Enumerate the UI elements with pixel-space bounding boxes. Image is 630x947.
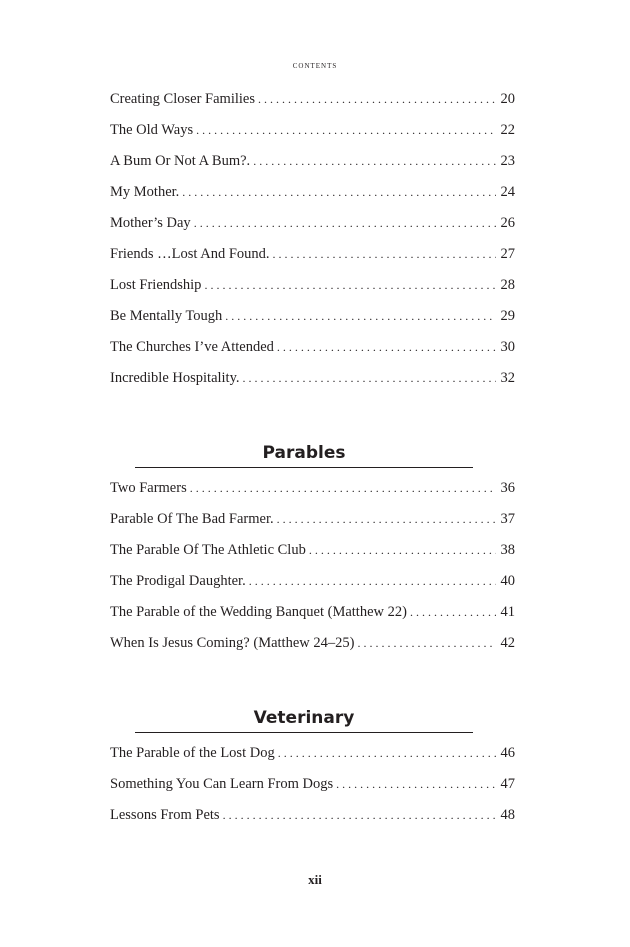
entry-title: A Bum Or Not A Bum?. <box>110 153 251 169</box>
section-heading-parables: Parables <box>135 443 473 468</box>
entry-page: 28 <box>500 277 515 293</box>
entry-title: The Parable of the Wedding Banquet (Matthew 22) <box>110 604 407 620</box>
dot-leader <box>336 777 496 792</box>
toc-entry[interactable] <box>110 339 515 370</box>
toc-entry[interactable] <box>110 370 515 401</box>
running-head: contents <box>292 60 338 71</box>
entry-title: Be Mentally Tough <box>110 308 223 324</box>
dot-leader <box>258 92 496 107</box>
entry-title: My Mother. <box>110 184 180 200</box>
entry-page: 22 <box>500 122 515 138</box>
entry-page: 41 <box>500 604 515 620</box>
toc-entry[interactable] <box>110 635 515 666</box>
entry-page: 24 <box>500 184 515 200</box>
toc-entry[interactable] <box>110 91 515 122</box>
toc-entry[interactable] <box>110 604 515 635</box>
toc-section-veterinary <box>110 745 515 838</box>
entry-page: 47 <box>500 776 515 792</box>
toc-section-parables <box>110 480 515 666</box>
entry-title: The Parable Of The Athletic Club <box>110 542 306 558</box>
entry-page: 36 <box>500 480 515 496</box>
entry-title: The Prodigal Daughter. <box>110 573 246 589</box>
dot-leader <box>277 512 496 527</box>
page-number: xii <box>308 872 322 887</box>
section-heading-veterinary: Veterinary <box>135 708 473 733</box>
dot-leader <box>194 216 496 231</box>
entry-page: 48 <box>500 807 515 823</box>
dot-leader <box>249 574 496 589</box>
entry-page: 26 <box>500 215 515 231</box>
entry-page: 42 <box>500 635 515 651</box>
toc-entry[interactable] <box>110 511 515 542</box>
entry-page: 27 <box>500 246 515 262</box>
entry-page: 38 <box>500 542 515 558</box>
toc-entry[interactable] <box>110 122 515 153</box>
entry-title: Lessons From Pets <box>110 807 220 823</box>
toc-entry[interactable] <box>110 807 515 838</box>
entry-title: Two Farmers <box>110 480 187 496</box>
toc-entry[interactable] <box>110 776 515 807</box>
entry-page: 30 <box>500 339 515 355</box>
toc-section-general <box>110 91 515 401</box>
entry-page: 32 <box>500 370 515 386</box>
entry-page: 29 <box>500 308 515 324</box>
dot-leader <box>190 481 496 496</box>
dot-leader <box>278 746 496 761</box>
entry-title: When Is Jesus Coming? (Matthew 24–25) <box>110 635 355 651</box>
dot-leader <box>309 543 496 558</box>
entry-page: 46 <box>500 745 515 761</box>
dot-leader <box>196 123 496 138</box>
entry-title: Something You Can Learn From Dogs <box>110 776 334 792</box>
dot-leader <box>204 278 496 293</box>
toc-entry[interactable] <box>110 542 515 573</box>
entry-title: Mother’s Day <box>110 215 191 231</box>
toc-entry[interactable] <box>110 184 515 215</box>
entry-title: Incredible Hospitality. <box>110 370 240 386</box>
toc-entry[interactable] <box>110 573 515 604</box>
dot-leader <box>357 636 496 651</box>
entry-page: 23 <box>500 153 515 169</box>
dot-leader <box>273 247 496 262</box>
entry-page: 40 <box>500 573 515 589</box>
entry-page: 37 <box>500 511 515 527</box>
dot-leader <box>277 340 496 355</box>
toc-entry[interactable] <box>110 308 515 339</box>
dot-leader <box>223 808 496 823</box>
entry-title: The Old Ways <box>110 122 194 138</box>
entry-title: The Churches I’ve Attended <box>110 339 274 355</box>
entry-title: Creating Closer Families <box>110 91 255 107</box>
dot-leader <box>243 371 496 386</box>
entry-page: 20 <box>500 91 515 107</box>
dot-leader <box>225 309 496 324</box>
entry-title: Parable Of The Bad Farmer. <box>110 511 274 527</box>
toc-entry[interactable] <box>110 246 515 277</box>
entry-title: The Parable of the Lost Dog <box>110 745 275 761</box>
toc-entry[interactable] <box>110 745 515 776</box>
toc-entry[interactable] <box>110 215 515 246</box>
dot-leader <box>253 154 496 169</box>
entry-title: Friends …Lost And Found. <box>110 246 270 262</box>
toc-entry[interactable] <box>110 277 515 308</box>
dot-leader <box>410 605 496 620</box>
toc-entry[interactable] <box>110 153 515 184</box>
entry-title: Lost Friendship <box>110 277 202 293</box>
dot-leader <box>182 185 496 200</box>
toc-entry[interactable] <box>110 480 515 511</box>
